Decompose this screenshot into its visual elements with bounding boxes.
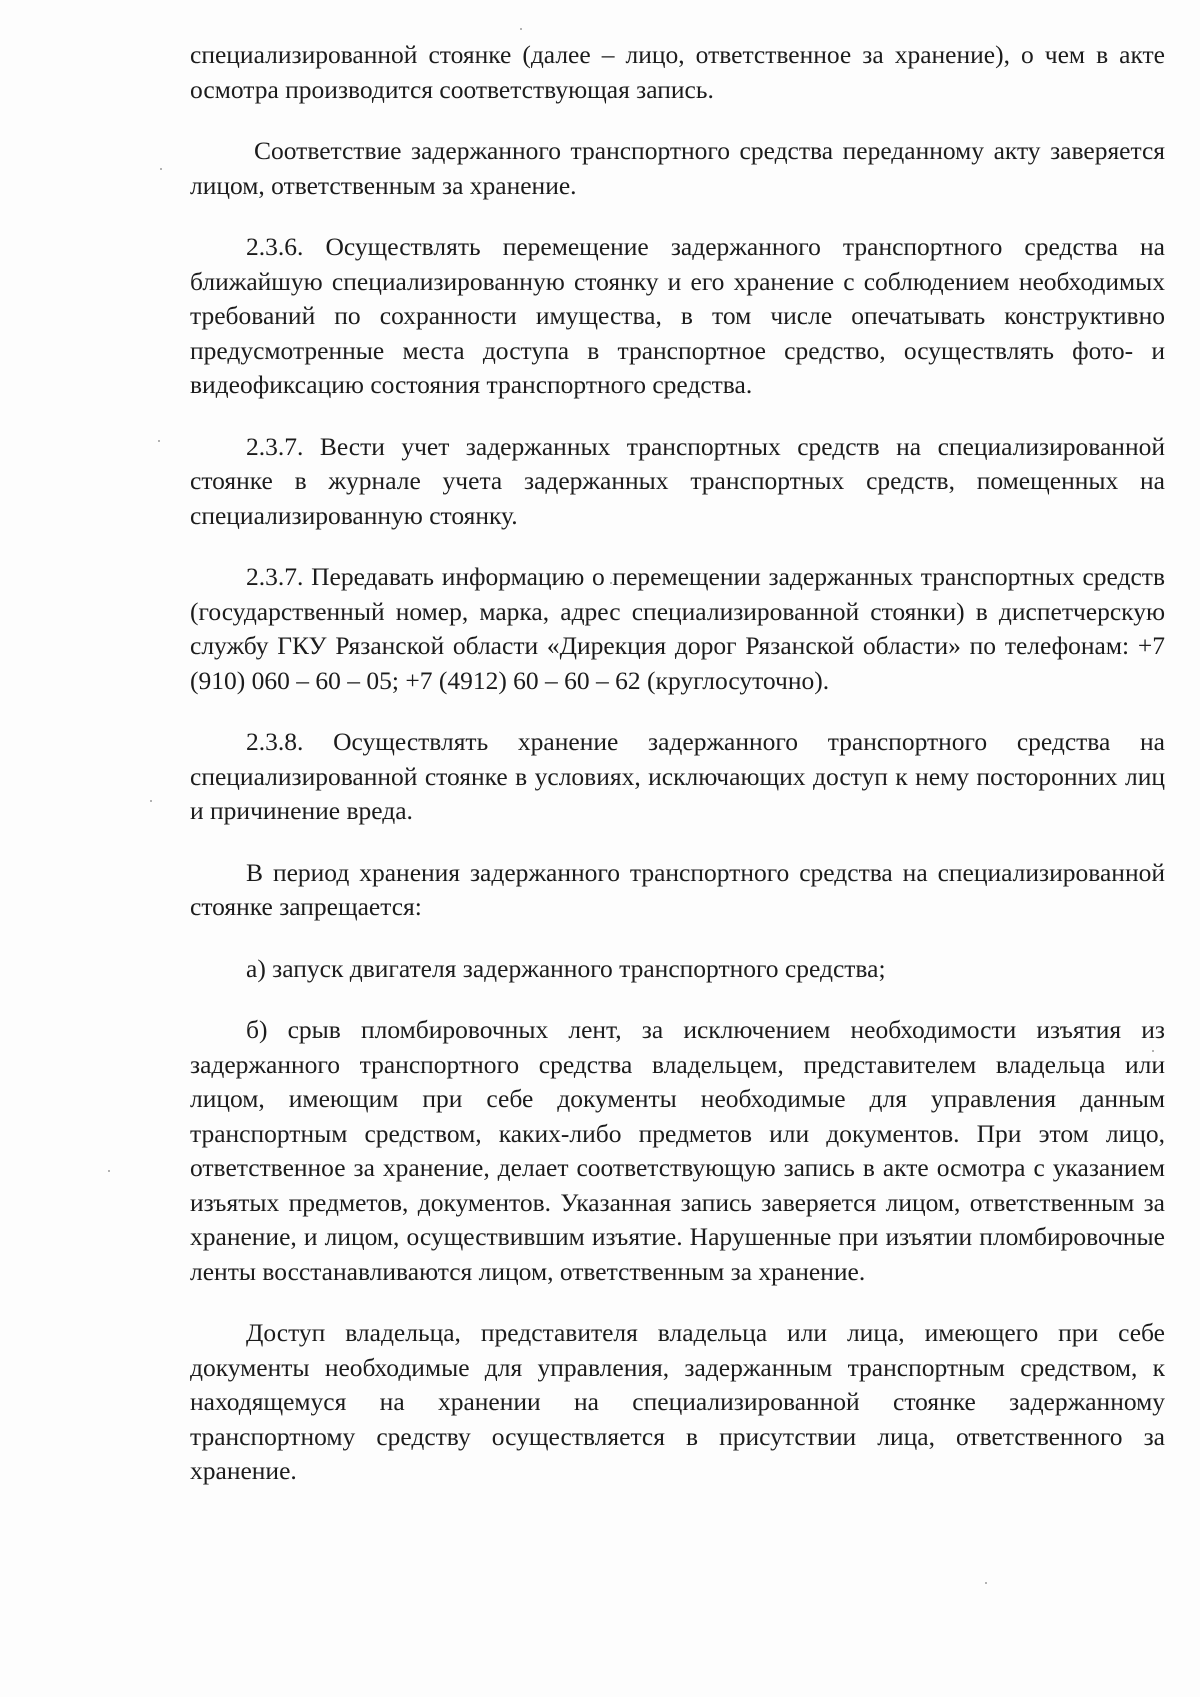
scan-speck (158, 440, 160, 442)
paragraph-2-3-7-record: 2.3.7. Вести учет задержанных транспортных средств на специализированной стоянке в журнале учета задержанных транспортных средств, помещенных на специализированную стоянку. (190, 431, 1165, 530)
list-item-b: б) срыв пломбировочных лент, за исключением необходимости изъятия из задержанного транспортного средства владельцем, представителем владельца или лицом, имеющим при себе документы необходимые для управления данным транспортным средством, каких-либо предметов или документов. При этом лицо, ответственное за хранение, делает соответствующую запись в акте осмотра с указанием изъятых предметов, документов. Указанная запись заверяется лицом, ответственным за хранение, и лицом, осуществившим изъятие. Нарушенные при изъятии пломбировочные ленты восстанавливаются лицом, ответственным за хранение. (190, 1015, 1165, 1286)
paragraph-2-3-7-inform: 2.3.7. Передавать информацию о перемещении задержанных транспортных средств (государственный номер, марка, адрес специализированной стоянки) в диспетчерскую службу ГКУ Рязанской области «Дирекция дорог Рязанской области» по телефонам: +7 (910) 060 – 60 – 05; +7 (4912) 60 – 60 – 62 (круглосуточно). (190, 562, 1165, 695)
document-body (190, 38, 1165, 1489)
paragraph-2-3-6: 2.3.6. Осуществлять перемещение задержанного транспортного средства на ближайшую специализированную стоянку и его хранение с соблюдением необходимых требований по сохранности имущества, в том числе опечатывать конструктивно предусмотренные места доступа в транспортное средство, осуществлять фото- и видеофиксацию состояния транспортного средства. (190, 232, 1165, 399)
scan-speck (985, 1582, 987, 1584)
scan-speck (108, 1170, 110, 1172)
paragraph-access: Доступ владельца, представителя владельца или лица, имеющего при себе документы необходимые для управления, задержанным транспортным средством, к находящемуся на хранении на специализированной стоянке задержанному транспортному средству осуществляется в присутствии лица, ответственного за хранение. (190, 1318, 1165, 1485)
scan-speck (150, 800, 152, 802)
paragraph-conformity: Соответствие задержанного транспортного средства переданному акту заверяется лицом, ответственным за хранение. (190, 136, 1165, 200)
paragraph-prohibited: В период хранения задержанного транспортного средства на специализированной стоянке запрещается: (190, 857, 1165, 921)
paragraph-intro: специализированной стоянке (далее – лицо, ответственное за хранение), о чем в акте осмотра производится соответствующая запись. (190, 40, 1165, 104)
scan-speck (520, 28, 522, 30)
paragraph-2-3-8: 2.3.8. Осуществлять хранение задержанного транспортного средства на специализированной стоянке в условиях, исключающих доступ к нему посторонних лиц и причинение вреда. (190, 727, 1165, 825)
list-item-a: а) запуск двигателя задержанного транспортного средства; (246, 953, 886, 983)
scan-speck (160, 168, 162, 170)
